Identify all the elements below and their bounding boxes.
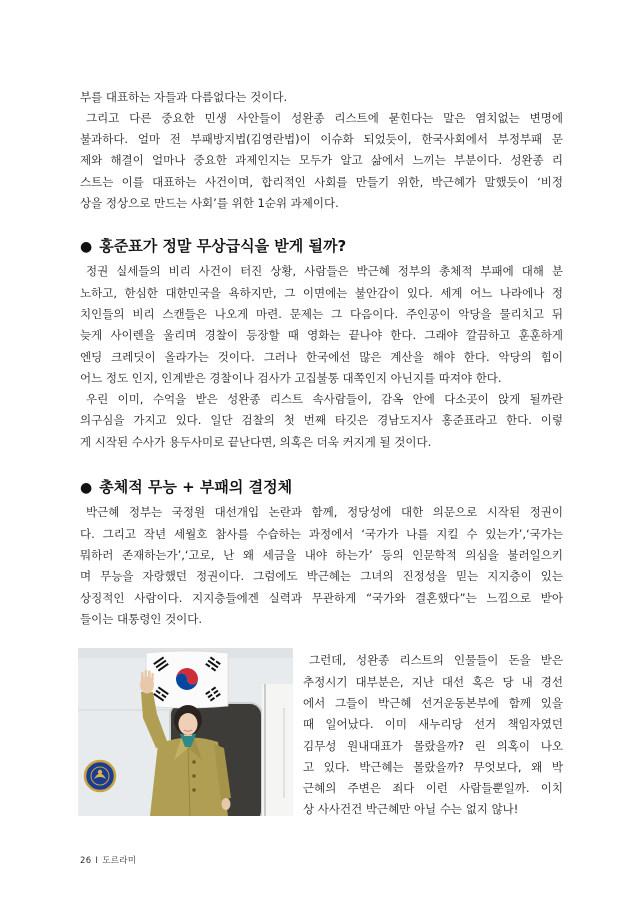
text-line: 그런데, 성완종 리스트의 인물들이 돈을 받은 [309,653,563,668]
text-line: 어느 정도 인지, 인계받은 경찰이나 검사가 고집불통 대쪽인지 아닌지를 따져야 한다. [80,370,502,385]
section-heading [80,475,292,499]
korean-flag-graphic [146,651,228,708]
text-line: 때 일어났다. 이미 새누리당 선거 책임자였던 [303,717,563,732]
bullet-icon: ● [80,480,93,496]
text-line: 뭐하러 존재하는가’,‘고로, 난 왜 세금을 내야 하는가’ 등의 인문학적 의심을 불러일으키 [80,547,563,562]
paragraph [80,502,563,630]
text-line: 박근혜 정부는 국정원 대선개입 논란과 함께, 정당성에 대한 의문으로 시작된 정권이 [86,505,563,520]
text-line: 상 사사건건 박근혜만 아닐 수는 없지 않나! [303,802,519,817]
text-line: 다. 그리고 작년 세월호 참사를 수습하는 과정에서 ‘국가가 나를 지킬 수 있는가’,‘국가는 [80,526,563,541]
text-line: 게 시작된 수사가 용두사미로 끝난다면, 의혹은 더욱 커지게 될 것이다. [80,434,432,449]
text-line: 우린 이미, 수억을 받은 성완종 리스트 속사람들이, 감옥 안에 다소곳이 앉게 될까란 [86,392,563,407]
text-line: 에서 그들이 박근혜 선거운동본부에 함께 있을 [303,695,563,710]
text-line: 부를 대표하는 자들과 다름없다는 것이다. [80,89,288,104]
text-line: 불과하다. 얼마 전 부패방지법(김영란법)이 이슈화 되었듯이, 한국사회에서 부정부패 문 [80,132,563,147]
text-line: 그리고 다른 중요한 민생 사안들이 성완종 리스트에 묻힌다는 말은 염치없는 변명에 [86,110,563,125]
text-line: 들이는 대통령인 것이다. [80,611,203,626]
paragraph [80,108,563,214]
publication-name: 도르라미 [102,856,137,866]
bullet-icon: ● [80,239,93,255]
section-body [80,261,563,453]
section-body [80,502,563,630]
text-line: 상을 정상으로 만드는 사회’를 위한 1순위 과제이다. [80,195,339,210]
taegeuk-emblem [176,668,198,690]
page-number: 26 [80,856,92,866]
text-line: 추정시기 대부분은, 지난 대선 혹은 당 내 경선 [303,674,563,689]
page-footer [80,854,140,866]
text-line: 고 있다. 박근혜는 몰랐을까? 무엇보다, 왜 박 [303,759,563,774]
text-line: 정권 실세들의 비리 사건이 터진 상황, 사람들은 박근혜 정부의 총체적 부패에 대해 분 [86,264,563,279]
paragraph [80,87,563,108]
text-line: 며 무능을 자랑했던 정권이다. 그럼에도 박근혜는 그녀의 진정성을 믿는 지지층이 있는 [80,569,563,584]
paragraph [80,261,563,389]
paragraph [303,650,563,820]
text-line: 스트는 이를 대표하는 사건이며, 합리적인 사회를 만들기 위한, 박근혜가 말했듯이 ‘비정 [80,174,563,189]
section-heading-text: 총체적 무능 + 부패의 결정체 [99,478,293,496]
raised-hand [140,670,154,694]
text-line: 근혜의 주변은 죄다 이런 사람들뿐일까. 이치 [303,781,563,796]
section-heading [80,234,346,258]
text-line: 늦게 사이렌을 울리며 경찰이 등장할 때 영화는 끝나야 한다. 그래야 깔끔하고 훈훈하게 [80,328,563,343]
intro-text [80,87,563,215]
text-line: 치인들의 비리 스캔들은 나오게 마련. 문제는 그 다음이다. 주인공이 악당을 물리치고 뒤 [80,306,563,321]
photo-illustration [78,648,293,816]
presidential-seal-icon [85,761,115,791]
footer-separator: I [95,856,99,866]
text-line: 의구심을 가지고 있다. 일단 검찰의 첫 번째 타깃은 경남도지사 홍준표라고 한다. 이렇 [80,413,563,428]
section-heading-text: 홍준표가 정말 무상급식을 받게 될까? [99,237,347,255]
text-line: 상징적인 사람이다. 지지층들에겐 실력과 무관하게 “국가와 결혼했다”는 느낌으로 받아 [80,590,563,605]
paragraph [80,389,563,453]
text-line: 노하고, 한심한 대한민국을 욕하지만, 그 이면에는 불안감이 있다. 세계 어느 나라에나 정 [80,285,563,300]
text-line: 엔딩 크레딧이 올라가는 것이다. 그러나 한국에선 많은 계산을 해야 한다. 악당의 힘이 [80,349,563,364]
section-body-side-column [303,650,563,820]
article-photo [78,648,293,816]
text-line: 제와 해결이 얼마나 중요한 과제인지는 모두가 알고 삶에서 느끼는 부분이다. 성완종 리 [80,153,563,168]
text-line: 김무성 원내대표가 몰랐을까? 린 의혹이 나오 [303,738,563,753]
